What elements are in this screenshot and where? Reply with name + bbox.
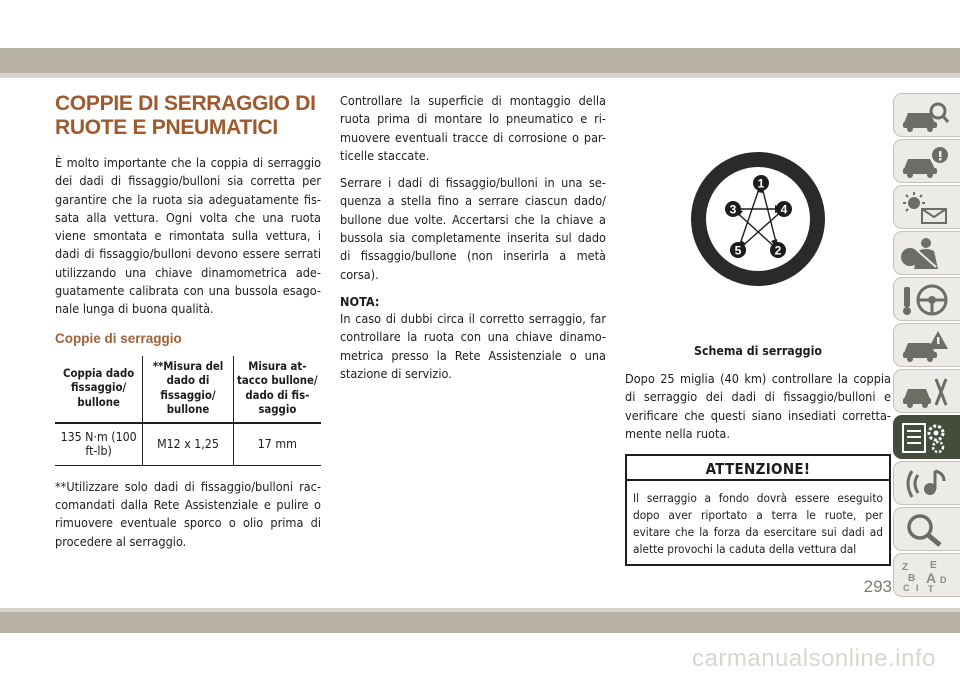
paragraph-mounting-surface: Controllare la superficie di montaggio della ruota prima di montare lo pneumatico e ri-muovere eventuali tracce di corrosione o par-ticelle staccate. [340, 93, 606, 163]
table-header-cell: Coppia dado fissaggio/ bullone [55, 356, 143, 423]
column-right [625, 92, 891, 443]
chapter-tabs [893, 93, 960, 599]
table-header-row [55, 356, 321, 423]
intro-paragraph: È molto importante che la coppia di serraggio dei dadi di fissaggio/bulloni sia corretta per garantire che la ruota sia adeguatamente fis-sata alla vettura. Ogni volta che una ruota viene smontata e rimontata sulla vettura, i dadi di fissaggio/bulloni devono essere serrati utilizzando una chiave dinamometrica ade-guatamente calibrata con una bussola esago-nale lunga di buona qualità. [55, 155, 321, 317]
paragraph-recheck: Dopo 25 miglia (40 km) controllare la coppia di serraggio dei dadi di fissaggio/bulloni e verificare che questi siano insediati corretta-mente nella ruota. [625, 371, 891, 441]
car-warning-icon [900, 329, 950, 363]
bottom-band [0, 612, 960, 633]
tab-customer-assistance[interactable] [893, 507, 960, 551]
tab-in-case-of-emergency[interactable] [893, 323, 960, 367]
index-letters-icon [900, 559, 950, 593]
index-letter: A [926, 570, 937, 586]
table-cell: 135 N·m (100 ft-lb) [55, 423, 143, 466]
wheel-diagram [689, 150, 827, 288]
index-letter: T [928, 584, 934, 593]
note-text: In caso di dubbi circa il corretto serraggio, far controllare la ruota con una chiave dinamo-metrica presso la Rete Assistenziale o una stazione di servizio. [340, 310, 606, 381]
tab-servicing-maintenance[interactable] [893, 369, 960, 413]
index-letter: Z [902, 562, 909, 573]
table-cell: 17 mm [233, 423, 321, 466]
top-band-line [0, 73, 960, 78]
index-letter: I [916, 583, 919, 593]
top-band [0, 48, 960, 73]
figure-caption: Schema di serraggio [693, 344, 822, 358]
section-heading: COPPIE DI SERRAGGIO DI RUOTE E PNEUMATICI [55, 92, 316, 139]
warning-box [625, 454, 891, 566]
index-letter: C [903, 583, 910, 593]
tab-lights-messages[interactable] [893, 185, 960, 229]
footnote: **Utilizzare solo dadi di fissaggio/bulloni rac-comandati dalla Rete Assistenziale e pulire o rimuovere eventuale sporco o olio prima di procedere al serraggio. [55, 478, 321, 549]
warning-title: ATTENZIONE! [627, 456, 889, 481]
car-tools-icon [900, 375, 950, 409]
nut-number-1: 1 [757, 176, 765, 191]
torque-table [55, 356, 321, 466]
table-header-cell: **Misura del dado di fissaggio/ bullone [143, 356, 233, 423]
paragraph-star-sequence: Serrare i dadi di fissaggio/bulloni in una se-quenza a stella fino a serrare ciascun dado/ bullone due volte. Accertarsi che la chiave a bussola sia completamente inserita sul dado di fissaggio/bullone (non inserirla a metà corsa). [340, 175, 606, 282]
index-letter: B [908, 573, 916, 584]
table-row [55, 423, 321, 466]
car-search-icon [900, 99, 950, 133]
nut-number-2: 2 [774, 243, 782, 258]
nut-number-5: 5 [734, 243, 742, 258]
tab-multimedia[interactable] [893, 461, 960, 505]
index-letter: D [940, 575, 947, 585]
light-envelope-icon [900, 191, 950, 225]
passenger-safety-icon [900, 237, 950, 271]
car-info-icon [900, 145, 950, 179]
tab-getting-to-know-vehicle[interactable] [893, 93, 960, 137]
specifications-gear-icon [900, 421, 950, 455]
tightening-pattern-figure [625, 92, 891, 362]
note-title: NOTA: [340, 293, 380, 309]
search-icon [900, 513, 950, 547]
tab-index[interactable] [893, 553, 960, 597]
watermark: carmanualsonline.info [692, 645, 936, 672]
multimedia-icon [900, 467, 950, 501]
table-cell: M12 x 1,25 [143, 423, 233, 466]
tab-instrument-panel[interactable] [893, 139, 960, 183]
table-header-cell: Misura at-tacco bullone/ dado di fis-saggio [233, 356, 321, 423]
index-letter: E [930, 560, 937, 571]
nut-number-3: 3 [729, 202, 737, 217]
tab-safety[interactable] [893, 231, 960, 275]
column-left [55, 92, 321, 551]
tab-technical-specifications[interactable] [893, 415, 960, 459]
column-middle [340, 92, 606, 392]
tab-starting-operating[interactable] [893, 277, 960, 321]
warning-text: Il serraggio a fondo dovrà essere eseguito dopo aver riportato a terra le ruote, per evitare che la forza da esercitare sui dadi ad alette provochi la caduta della vettura dal [633, 491, 883, 556]
steering-wheel-icon [900, 283, 950, 317]
subheading: Coppie di serraggio [55, 330, 182, 346]
nut-number-4: 4 [780, 202, 788, 217]
page-number: 293 [863, 577, 892, 596]
